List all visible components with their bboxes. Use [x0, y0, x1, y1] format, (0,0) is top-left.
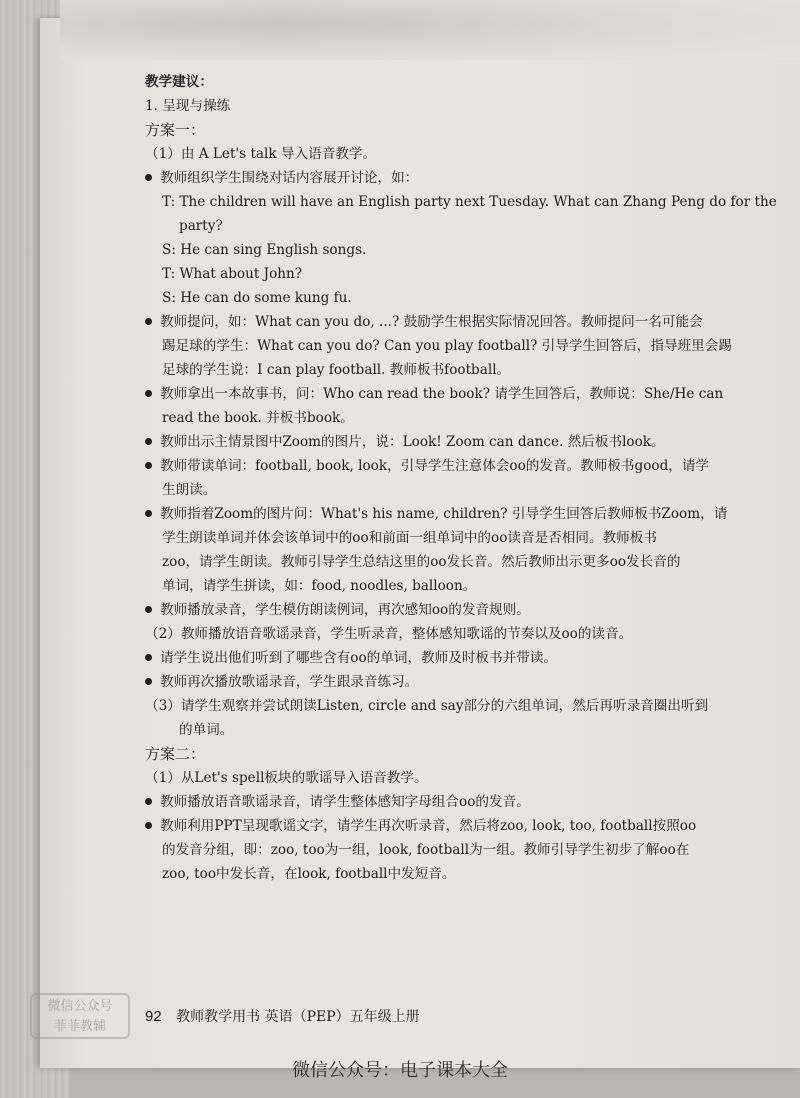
text-line — [145, 790, 765, 814]
text-line — [145, 406, 765, 430]
text-line — [145, 838, 765, 862]
text-line — [145, 238, 765, 262]
text-line — [145, 598, 765, 622]
text-line — [145, 454, 765, 478]
line-text: 教师出示主情景图中Zoom的图片，说：Look! Zoom can dance. 然后板书look。 — [160, 434, 665, 450]
bullet-icon — [145, 318, 152, 325]
bullet-icon — [145, 438, 152, 445]
text-line — [145, 166, 765, 190]
line-text: read the book. 并板书book。 — [162, 410, 354, 426]
text-line — [145, 718, 765, 742]
text-line — [145, 814, 765, 838]
line-text: 教师拿出一本故事书，问：Who can read the book? 请学生回答后，教师说：She/He can — [160, 386, 724, 402]
text-line — [145, 142, 765, 166]
line-text: （1）由 A Let's talk 导入语音教学。 — [145, 146, 377, 162]
line-text: 教师组织学生围绕对话内容展开讨论，如： — [160, 170, 419, 186]
text-line — [145, 70, 765, 94]
text-line — [145, 862, 765, 886]
line-text: 的单词。 — [179, 722, 234, 738]
line-text: 的发音分组，即：zoo, too为一组，look, football为一组。教师引导学生初步了解oo在 — [162, 842, 690, 858]
line-text: T: The children will have an English party next Tuesday. What can Zhang Peng do for the — [162, 194, 777, 210]
bullet-icon — [145, 510, 152, 517]
text-line — [145, 430, 765, 454]
line-text: 教师提问，如：What can you do, ...? 鼓励学生根据实际情况回答。教师提问一名可能会 — [160, 314, 703, 330]
line-text: 1. 呈现与操练 — [145, 98, 231, 114]
line-text: S: He can do some kung fu. — [162, 290, 352, 306]
line-text: 方案二： — [145, 745, 206, 763]
line-text: （3）请学生观察并尝试朗读Listen, circle and say部分的六组单词，然后再听录音圈出听到 — [145, 698, 709, 714]
text-line — [145, 214, 765, 238]
text-line — [145, 94, 765, 118]
page-content — [145, 70, 777, 886]
line-text: 单词，请学生拼读，如：food, noodles, balloon。 — [162, 578, 477, 594]
line-text: 教师指着Zoom的图片问：What's his name, children? 引导学生回答后教师板书Zoom，请 — [160, 506, 728, 522]
line-text: S: He can sing English songs. — [162, 242, 367, 258]
header-ornament — [60, 0, 800, 60]
book-title: 教师教学用书 英语（PEP）五年级上册 — [176, 1009, 420, 1025]
bullet-icon — [145, 390, 152, 397]
bullet-icon — [145, 678, 152, 685]
line-text: 方案一： — [145, 121, 206, 139]
text-line — [145, 694, 765, 718]
text-line — [145, 310, 765, 334]
text-line — [145, 334, 765, 358]
text-line — [145, 670, 765, 694]
line-text: zoo，请学生朗读。教师引导学生总结这里的oo发长音。然后教师出示更多oo发长音的 — [162, 554, 681, 570]
line-text: 生朗读。 — [162, 482, 217, 498]
text-line — [145, 358, 765, 382]
text-line — [145, 622, 765, 646]
text-line — [145, 262, 765, 286]
bullet-icon — [145, 174, 152, 181]
line-text: 教师再次播放歌谣录音，学生跟录音练习。 — [160, 674, 419, 690]
bullet-icon — [145, 606, 152, 613]
line-text: 教师利用PPT呈现歌谣文字，请学生再次听录音，然后将zoo, look, too, football按照oo — [160, 818, 697, 834]
text-line — [145, 742, 765, 766]
line-text: zoo, too中发长音，在look, football中发短音。 — [162, 866, 456, 882]
bullet-icon — [145, 822, 152, 829]
line-text: 踢足球的学生：What can you do? Can you play football? 引导学生回答后，指导班里会踢 — [162, 338, 732, 354]
text-line — [145, 526, 765, 550]
text-line — [145, 286, 765, 310]
line-text: 学生朗读单词并体会该单词中的oo和前面一组单词中的oo读音是否相同。教师板书 — [162, 530, 657, 546]
text-line — [145, 766, 765, 790]
text-line — [145, 574, 765, 598]
line-text: 教师播放语音歌谣录音，请学生整体感知字母组合oo的发音。 — [160, 794, 530, 810]
line-text: （1）从Let's spell板块的歌谣导入语音教学。 — [145, 770, 428, 786]
text-line — [145, 190, 777, 214]
text-line — [145, 118, 765, 142]
text-line — [145, 646, 765, 670]
line-text: 教师播放录音，学生模仿朗读例词，再次感知oo的发音规则。 — [160, 602, 530, 618]
text-line — [145, 550, 765, 574]
line-text: 请学生说出他们听到了哪些含有oo的单词，教师及时板书并带读。 — [160, 650, 557, 666]
bottom-watermark: 微信公众号：电子课本大全 — [292, 1060, 508, 1081]
text-line — [145, 478, 765, 502]
text-line — [145, 382, 765, 406]
line-text: 足球的学生说：I can play football. 教师板书football。 — [162, 362, 511, 378]
page-footer — [145, 1006, 420, 1026]
watermark-stamp — [30, 993, 130, 1039]
line-text: T: What about John? — [162, 266, 303, 282]
bullet-icon — [145, 654, 152, 661]
line-text: party? — [179, 218, 223, 234]
line-text: （2）教师播放语音歌谣录音，学生听录音，整体感知歌谣的节奏以及oo的读音。 — [145, 626, 633, 642]
bullet-icon — [145, 798, 152, 805]
line-text: 教师带读单词：football, book, look，引导学生注意体会oo的发音。教师板书good，请学 — [160, 458, 710, 474]
stamp-line-1: 微信公众号 — [47, 999, 113, 1014]
bullet-icon — [145, 462, 152, 469]
text-line — [145, 502, 765, 526]
stamp-line-2: 菲菲教辅 — [53, 1019, 106, 1034]
line-text: 教学建议： — [145, 74, 213, 90]
page-number: 92 — [145, 1008, 162, 1025]
